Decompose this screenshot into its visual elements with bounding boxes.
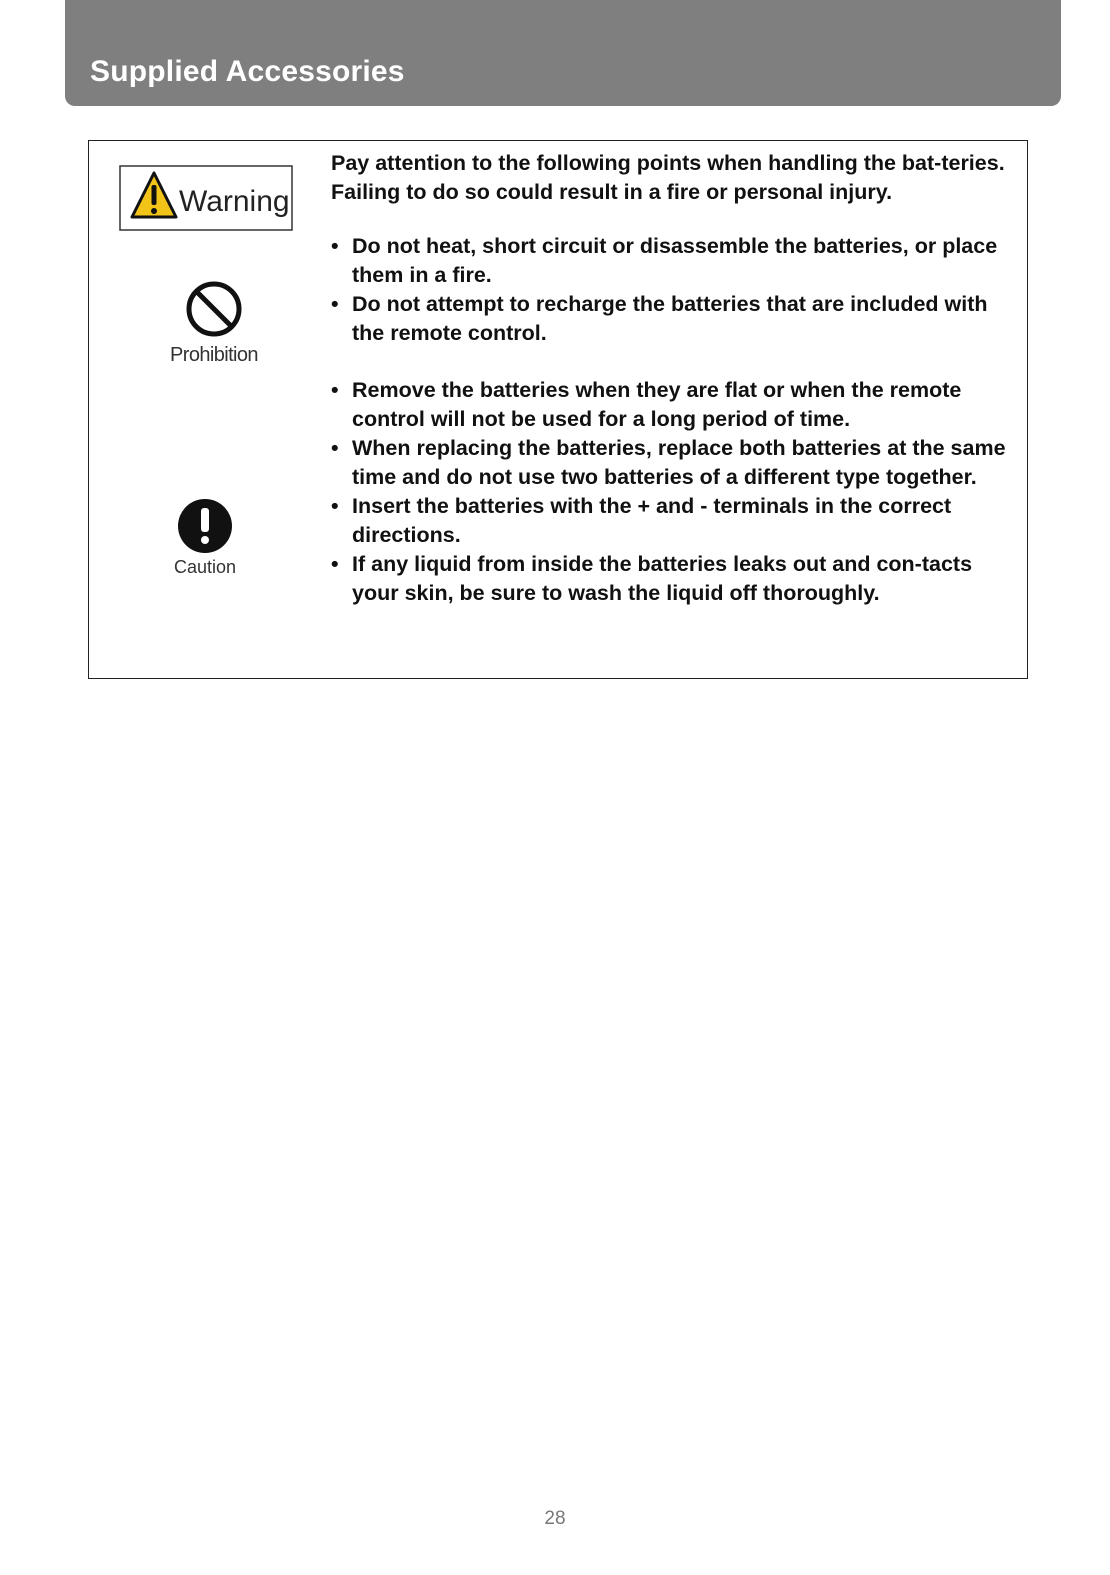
list-item: • If any liquid from inside the batteries leaks out and con-tacts your skin, be sure to wash the liquid off thoroughly. bbox=[331, 550, 1021, 608]
list-item: • Remove the batteries when they are flat or when the remote control will not be used for a long period of time. bbox=[331, 376, 1021, 434]
page-title: Supplied Accessories bbox=[90, 55, 405, 88]
list-item: • Do not heat, short circuit or disassemble the batteries, or place them in a fire. bbox=[331, 232, 1021, 290]
section-header bbox=[65, 0, 1061, 106]
caution-list bbox=[331, 376, 1021, 608]
prohibition-list bbox=[331, 232, 1021, 348]
list-item: • Insert the batteries with the + and - terminals in the correct directions. bbox=[331, 492, 1021, 550]
page-number: 28 bbox=[544, 1508, 566, 1529]
list-item: • When replacing the batteries, replace both batteries at the same time and do not use two batteries of a different type together. bbox=[331, 434, 1021, 492]
caution-icon bbox=[165, 495, 245, 577]
prohibition-icon bbox=[165, 279, 263, 369]
notice-text bbox=[331, 149, 1021, 608]
intro-text: Pay attention to the following points when handling the bat-teries. Failing to do so could result in a fire or personal injury. bbox=[331, 151, 1005, 204]
prohibition-label: Prohibition bbox=[170, 344, 258, 366]
caution-label: Caution bbox=[173, 557, 237, 577]
list-item: • Do not attempt to recharge the batteries that are included with the remote control. bbox=[331, 290, 1021, 348]
safety-notice-box bbox=[88, 140, 1028, 679]
warning-label: Warning bbox=[179, 185, 290, 218]
warning-icon bbox=[119, 165, 293, 231]
